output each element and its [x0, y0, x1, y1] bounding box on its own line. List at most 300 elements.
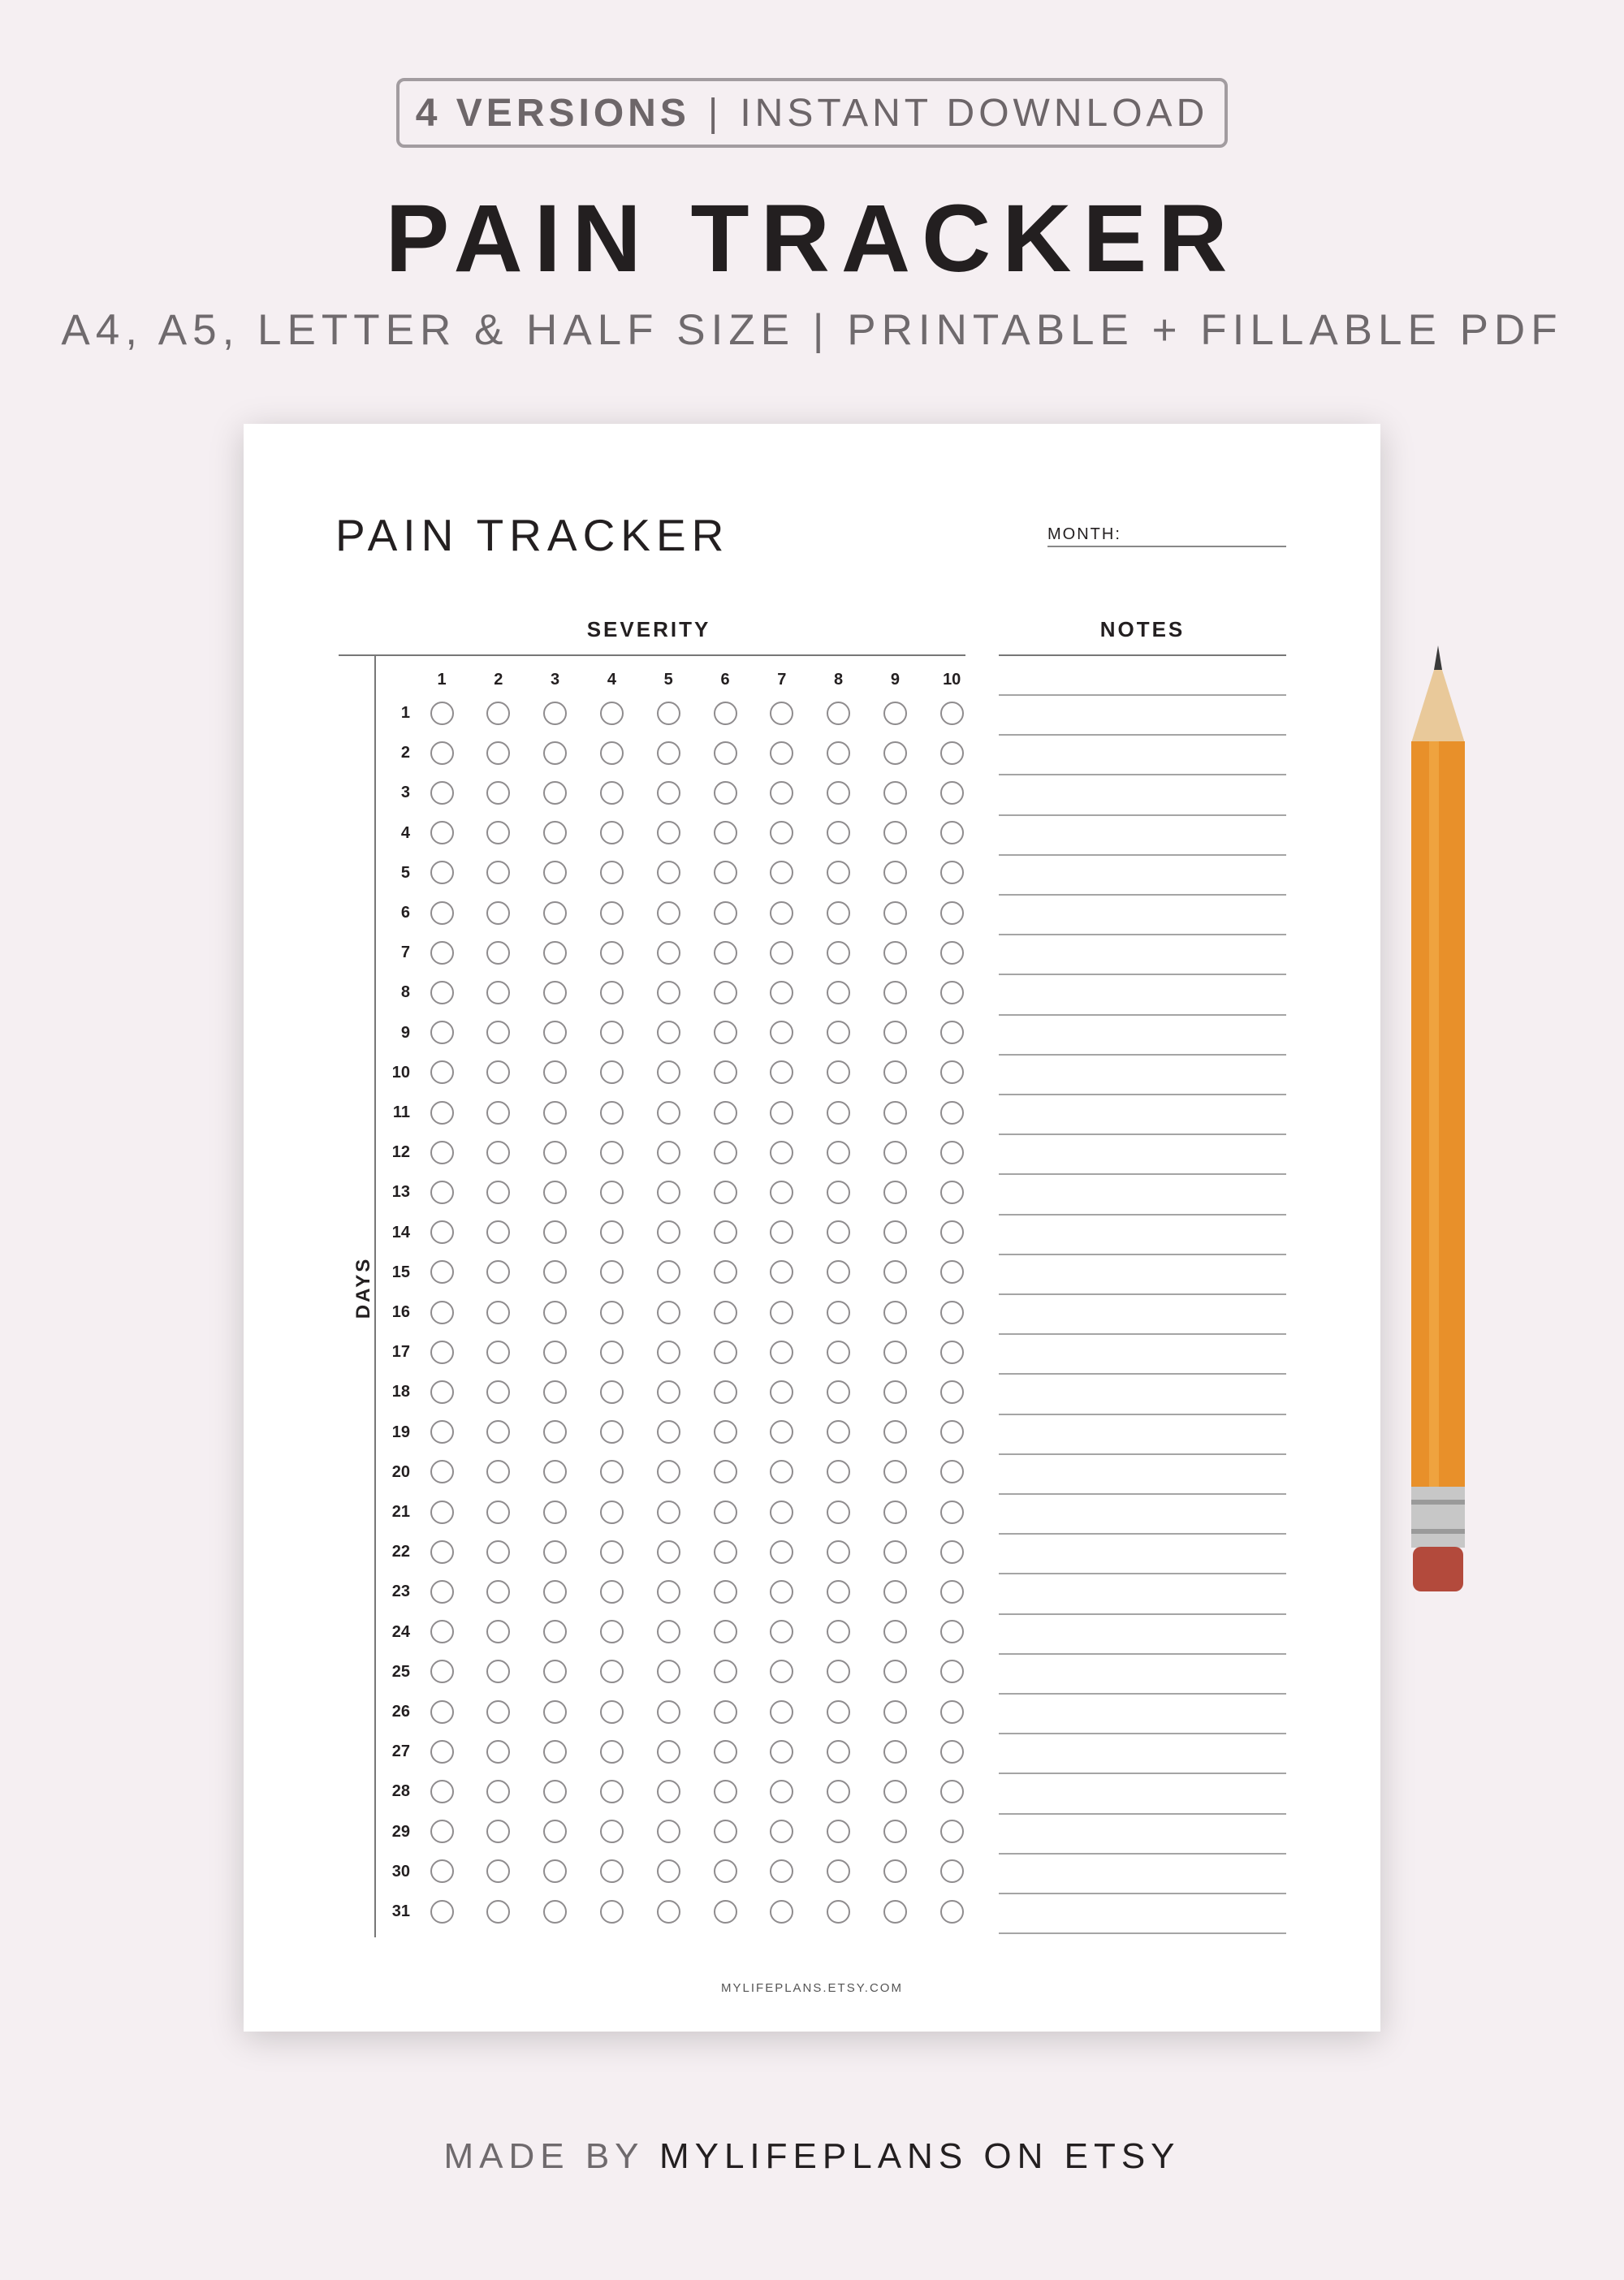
- severity-circle[interactable]: [430, 1900, 454, 1924]
- severity-circle[interactable]: [714, 1141, 737, 1164]
- severity-circle[interactable]: [600, 1700, 624, 1724]
- severity-circle[interactable]: [827, 1021, 850, 1044]
- severity-circle[interactable]: [714, 1859, 737, 1883]
- severity-circle[interactable]: [486, 1420, 510, 1444]
- severity-circle[interactable]: [486, 781, 510, 805]
- severity-circle[interactable]: [827, 901, 850, 925]
- severity-circle[interactable]: [600, 1181, 624, 1204]
- severity-circle[interactable]: [430, 1700, 454, 1724]
- severity-circle[interactable]: [714, 1301, 737, 1324]
- severity-circle[interactable]: [770, 702, 793, 725]
- severity-circle[interactable]: [883, 861, 907, 884]
- note-line[interactable]: [999, 1094, 1286, 1095]
- severity-circle[interactable]: [543, 1780, 567, 1803]
- severity-circle[interactable]: [770, 1060, 793, 1084]
- severity-circle[interactable]: [657, 741, 680, 765]
- severity-circle[interactable]: [883, 1260, 907, 1284]
- severity-circle[interactable]: [600, 1101, 624, 1125]
- severity-circle[interactable]: [940, 1660, 964, 1683]
- note-line[interactable]: [999, 1054, 1286, 1056]
- note-line[interactable]: [999, 1733, 1286, 1734]
- severity-circle[interactable]: [486, 1820, 510, 1843]
- severity-circle[interactable]: [770, 1021, 793, 1044]
- severity-circle[interactable]: [827, 1380, 850, 1404]
- severity-circle[interactable]: [770, 1580, 793, 1604]
- severity-circle[interactable]: [486, 741, 510, 765]
- severity-circle[interactable]: [430, 1341, 454, 1364]
- severity-circle[interactable]: [543, 1101, 567, 1125]
- severity-circle[interactable]: [657, 821, 680, 844]
- note-line[interactable]: [999, 1134, 1286, 1135]
- severity-circle[interactable]: [543, 1301, 567, 1324]
- severity-circle[interactable]: [883, 1420, 907, 1444]
- severity-circle[interactable]: [770, 1740, 793, 1764]
- severity-circle[interactable]: [600, 1501, 624, 1524]
- severity-circle[interactable]: [940, 901, 964, 925]
- severity-circle[interactable]: [883, 941, 907, 965]
- severity-circle[interactable]: [827, 941, 850, 965]
- severity-circle[interactable]: [543, 1820, 567, 1843]
- severity-circle[interactable]: [600, 941, 624, 965]
- severity-circle[interactable]: [600, 1021, 624, 1044]
- severity-circle[interactable]: [770, 821, 793, 844]
- severity-circle[interactable]: [430, 1780, 454, 1803]
- severity-circle[interactable]: [430, 901, 454, 925]
- severity-circle[interactable]: [940, 1060, 964, 1084]
- severity-circle[interactable]: [770, 1700, 793, 1724]
- severity-circle[interactable]: [657, 901, 680, 925]
- severity-circle[interactable]: [486, 941, 510, 965]
- severity-circle[interactable]: [543, 1540, 567, 1564]
- severity-circle[interactable]: [770, 1780, 793, 1803]
- severity-circle[interactable]: [543, 1620, 567, 1643]
- severity-circle[interactable]: [827, 1141, 850, 1164]
- severity-circle[interactable]: [543, 781, 567, 805]
- severity-circle[interactable]: [430, 1380, 454, 1404]
- severity-circle[interactable]: [430, 741, 454, 765]
- severity-circle[interactable]: [827, 1260, 850, 1284]
- severity-circle[interactable]: [714, 1460, 737, 1483]
- severity-circle[interactable]: [940, 1460, 964, 1483]
- severity-circle[interactable]: [657, 1301, 680, 1324]
- severity-circle[interactable]: [770, 1859, 793, 1883]
- severity-circle[interactable]: [940, 1820, 964, 1843]
- severity-circle[interactable]: [657, 941, 680, 965]
- severity-circle[interactable]: [714, 1900, 737, 1924]
- severity-circle[interactable]: [486, 1540, 510, 1564]
- severity-circle[interactable]: [940, 1380, 964, 1404]
- severity-circle[interactable]: [657, 1181, 680, 1204]
- severity-circle[interactable]: [657, 781, 680, 805]
- note-line[interactable]: [999, 974, 1286, 975]
- severity-circle[interactable]: [486, 1460, 510, 1483]
- severity-circle[interactable]: [827, 1460, 850, 1483]
- severity-circle[interactable]: [543, 741, 567, 765]
- severity-circle[interactable]: [543, 1420, 567, 1444]
- severity-circle[interactable]: [940, 1620, 964, 1643]
- note-line[interactable]: [999, 734, 1286, 736]
- severity-circle[interactable]: [657, 1101, 680, 1125]
- severity-circle[interactable]: [883, 1580, 907, 1604]
- severity-circle[interactable]: [600, 1540, 624, 1564]
- severity-circle[interactable]: [714, 981, 737, 1004]
- severity-circle[interactable]: [657, 702, 680, 725]
- severity-circle[interactable]: [486, 1580, 510, 1604]
- severity-circle[interactable]: [600, 1660, 624, 1683]
- severity-circle[interactable]: [543, 1181, 567, 1204]
- severity-circle[interactable]: [714, 1780, 737, 1803]
- severity-circle[interactable]: [770, 1501, 793, 1524]
- severity-circle[interactable]: [600, 821, 624, 844]
- severity-circle[interactable]: [657, 1700, 680, 1724]
- severity-circle[interactable]: [714, 1540, 737, 1564]
- severity-circle[interactable]: [600, 1341, 624, 1364]
- severity-circle[interactable]: [657, 1580, 680, 1604]
- severity-circle[interactable]: [657, 1660, 680, 1683]
- severity-circle[interactable]: [430, 1181, 454, 1204]
- severity-circle[interactable]: [430, 1820, 454, 1843]
- severity-circle[interactable]: [543, 702, 567, 725]
- severity-circle[interactable]: [827, 1420, 850, 1444]
- severity-circle[interactable]: [770, 1341, 793, 1364]
- severity-circle[interactable]: [430, 861, 454, 884]
- severity-circle[interactable]: [883, 1181, 907, 1204]
- severity-circle[interactable]: [714, 1620, 737, 1643]
- severity-circle[interactable]: [714, 741, 737, 765]
- severity-circle[interactable]: [714, 1181, 737, 1204]
- severity-circle[interactable]: [770, 1540, 793, 1564]
- note-line[interactable]: [999, 1493, 1286, 1495]
- note-line[interactable]: [999, 1414, 1286, 1415]
- severity-circle[interactable]: [883, 1141, 907, 1164]
- note-line[interactable]: [999, 1333, 1286, 1335]
- severity-circle[interactable]: [430, 1141, 454, 1164]
- severity-circle[interactable]: [827, 821, 850, 844]
- severity-circle[interactable]: [827, 1501, 850, 1524]
- severity-circle[interactable]: [600, 1820, 624, 1843]
- severity-circle[interactable]: [714, 1660, 737, 1683]
- severity-circle[interactable]: [827, 1700, 850, 1724]
- severity-circle[interactable]: [714, 702, 737, 725]
- severity-circle[interactable]: [940, 1260, 964, 1284]
- severity-circle[interactable]: [543, 861, 567, 884]
- severity-circle[interactable]: [430, 1021, 454, 1044]
- severity-circle[interactable]: [430, 1620, 454, 1643]
- severity-circle[interactable]: [600, 741, 624, 765]
- month-field-line[interactable]: [1047, 546, 1286, 547]
- severity-circle[interactable]: [430, 1660, 454, 1683]
- severity-circle[interactable]: [770, 901, 793, 925]
- note-line[interactable]: [999, 1573, 1286, 1574]
- severity-circle[interactable]: [543, 1700, 567, 1724]
- severity-circle[interactable]: [543, 1260, 567, 1284]
- severity-circle[interactable]: [940, 1021, 964, 1044]
- severity-circle[interactable]: [600, 861, 624, 884]
- severity-circle[interactable]: [657, 1460, 680, 1483]
- severity-circle[interactable]: [883, 1700, 907, 1724]
- severity-circle[interactable]: [657, 1220, 680, 1244]
- severity-circle[interactable]: [883, 1820, 907, 1843]
- note-line[interactable]: [999, 1813, 1286, 1815]
- severity-circle[interactable]: [430, 1220, 454, 1244]
- severity-circle[interactable]: [657, 981, 680, 1004]
- severity-circle[interactable]: [657, 1620, 680, 1643]
- severity-circle[interactable]: [940, 1900, 964, 1924]
- severity-circle[interactable]: [770, 1301, 793, 1324]
- severity-circle[interactable]: [940, 1859, 964, 1883]
- severity-circle[interactable]: [714, 1700, 737, 1724]
- severity-circle[interactable]: [714, 1501, 737, 1524]
- severity-circle[interactable]: [486, 1021, 510, 1044]
- severity-circle[interactable]: [714, 1101, 737, 1125]
- severity-circle[interactable]: [486, 1060, 510, 1084]
- severity-circle[interactable]: [883, 1021, 907, 1044]
- severity-circle[interactable]: [657, 1060, 680, 1084]
- severity-circle[interactable]: [770, 1141, 793, 1164]
- severity-circle[interactable]: [543, 941, 567, 965]
- severity-circle[interactable]: [486, 1220, 510, 1244]
- severity-circle[interactable]: [827, 781, 850, 805]
- severity-circle[interactable]: [827, 1540, 850, 1564]
- severity-circle[interactable]: [543, 1380, 567, 1404]
- severity-circle[interactable]: [486, 821, 510, 844]
- severity-circle[interactable]: [827, 1341, 850, 1364]
- severity-circle[interactable]: [883, 1859, 907, 1883]
- severity-circle[interactable]: [827, 1900, 850, 1924]
- severity-circle[interactable]: [543, 1501, 567, 1524]
- severity-circle[interactable]: [940, 1301, 964, 1324]
- severity-circle[interactable]: [600, 1260, 624, 1284]
- severity-circle[interactable]: [430, 1859, 454, 1883]
- severity-circle[interactable]: [486, 1740, 510, 1764]
- severity-circle[interactable]: [940, 1101, 964, 1125]
- note-line[interactable]: [999, 1693, 1286, 1695]
- severity-circle[interactable]: [600, 1740, 624, 1764]
- severity-circle[interactable]: [657, 1900, 680, 1924]
- severity-circle[interactable]: [940, 741, 964, 765]
- severity-circle[interactable]: [600, 1220, 624, 1244]
- severity-circle[interactable]: [940, 1580, 964, 1604]
- severity-circle[interactable]: [486, 1700, 510, 1724]
- severity-circle[interactable]: [883, 1301, 907, 1324]
- severity-circle[interactable]: [883, 702, 907, 725]
- severity-circle[interactable]: [940, 781, 964, 805]
- severity-circle[interactable]: [940, 1420, 964, 1444]
- severity-circle[interactable]: [600, 1780, 624, 1803]
- severity-circle[interactable]: [827, 1859, 850, 1883]
- severity-circle[interactable]: [714, 1060, 737, 1084]
- note-line[interactable]: [999, 1773, 1286, 1774]
- severity-circle[interactable]: [940, 1141, 964, 1164]
- severity-circle[interactable]: [883, 781, 907, 805]
- severity-circle[interactable]: [543, 1580, 567, 1604]
- severity-circle[interactable]: [657, 1859, 680, 1883]
- severity-circle[interactable]: [486, 1380, 510, 1404]
- severity-circle[interactable]: [714, 1260, 737, 1284]
- severity-circle[interactable]: [714, 941, 737, 965]
- note-line[interactable]: [999, 1254, 1286, 1255]
- severity-circle[interactable]: [600, 1460, 624, 1483]
- severity-circle[interactable]: [430, 1301, 454, 1324]
- severity-circle[interactable]: [430, 981, 454, 1004]
- severity-circle[interactable]: [543, 1341, 567, 1364]
- note-line[interactable]: [999, 1214, 1286, 1216]
- severity-circle[interactable]: [883, 1540, 907, 1564]
- severity-circle[interactable]: [430, 1580, 454, 1604]
- severity-circle[interactable]: [940, 1501, 964, 1524]
- severity-circle[interactable]: [714, 781, 737, 805]
- severity-circle[interactable]: [486, 1620, 510, 1643]
- severity-circle[interactable]: [657, 1820, 680, 1843]
- severity-circle[interactable]: [940, 1740, 964, 1764]
- severity-circle[interactable]: [543, 1460, 567, 1483]
- severity-circle[interactable]: [770, 941, 793, 965]
- severity-circle[interactable]: [600, 1141, 624, 1164]
- note-line[interactable]: [999, 1173, 1286, 1175]
- severity-circle[interactable]: [940, 981, 964, 1004]
- severity-circle[interactable]: [770, 741, 793, 765]
- severity-circle[interactable]: [883, 1620, 907, 1643]
- severity-circle[interactable]: [770, 1101, 793, 1125]
- severity-circle[interactable]: [486, 1101, 510, 1125]
- severity-circle[interactable]: [486, 1859, 510, 1883]
- note-line[interactable]: [999, 1653, 1286, 1655]
- severity-circle[interactable]: [543, 1141, 567, 1164]
- severity-circle[interactable]: [770, 1380, 793, 1404]
- severity-circle[interactable]: [657, 1380, 680, 1404]
- note-line[interactable]: [999, 774, 1286, 775]
- severity-circle[interactable]: [486, 981, 510, 1004]
- severity-circle[interactable]: [940, 1220, 964, 1244]
- severity-circle[interactable]: [714, 861, 737, 884]
- severity-circle[interactable]: [940, 702, 964, 725]
- severity-circle[interactable]: [543, 821, 567, 844]
- severity-circle[interactable]: [883, 1740, 907, 1764]
- severity-circle[interactable]: [486, 1141, 510, 1164]
- severity-circle[interactable]: [600, 981, 624, 1004]
- severity-circle[interactable]: [657, 1780, 680, 1803]
- severity-circle[interactable]: [600, 1620, 624, 1643]
- severity-circle[interactable]: [486, 1260, 510, 1284]
- severity-circle[interactable]: [430, 1540, 454, 1564]
- severity-circle[interactable]: [827, 702, 850, 725]
- severity-circle[interactable]: [883, 741, 907, 765]
- severity-circle[interactable]: [430, 1101, 454, 1125]
- severity-circle[interactable]: [940, 861, 964, 884]
- severity-circle[interactable]: [827, 1580, 850, 1604]
- severity-circle[interactable]: [600, 1900, 624, 1924]
- severity-circle[interactable]: [486, 861, 510, 884]
- severity-circle[interactable]: [543, 1060, 567, 1084]
- severity-circle[interactable]: [543, 1021, 567, 1044]
- severity-circle[interactable]: [883, 1460, 907, 1483]
- severity-circle[interactable]: [600, 901, 624, 925]
- severity-circle[interactable]: [543, 1220, 567, 1244]
- severity-circle[interactable]: [827, 1181, 850, 1204]
- severity-circle[interactable]: [714, 1580, 737, 1604]
- severity-circle[interactable]: [657, 1341, 680, 1364]
- severity-circle[interactable]: [883, 1900, 907, 1924]
- severity-circle[interactable]: [600, 1301, 624, 1324]
- severity-circle[interactable]: [827, 1620, 850, 1643]
- note-line[interactable]: [999, 1613, 1286, 1615]
- severity-circle[interactable]: [430, 1420, 454, 1444]
- severity-circle[interactable]: [600, 1859, 624, 1883]
- severity-circle[interactable]: [770, 981, 793, 1004]
- severity-circle[interactable]: [600, 1420, 624, 1444]
- severity-circle[interactable]: [940, 821, 964, 844]
- severity-circle[interactable]: [770, 1260, 793, 1284]
- severity-circle[interactable]: [600, 1380, 624, 1404]
- severity-circle[interactable]: [883, 981, 907, 1004]
- severity-circle[interactable]: [883, 1780, 907, 1803]
- severity-circle[interactable]: [430, 941, 454, 965]
- note-line[interactable]: [999, 1373, 1286, 1375]
- note-line[interactable]: [999, 1853, 1286, 1855]
- severity-circle[interactable]: [486, 1660, 510, 1683]
- severity-circle[interactable]: [770, 781, 793, 805]
- severity-circle[interactable]: [657, 1141, 680, 1164]
- severity-circle[interactable]: [657, 1260, 680, 1284]
- severity-circle[interactable]: [430, 1260, 454, 1284]
- severity-circle[interactable]: [770, 1420, 793, 1444]
- severity-circle[interactable]: [543, 1859, 567, 1883]
- severity-circle[interactable]: [827, 1060, 850, 1084]
- severity-circle[interactable]: [827, 1660, 850, 1683]
- severity-circle[interactable]: [543, 1900, 567, 1924]
- severity-circle[interactable]: [827, 981, 850, 1004]
- severity-circle[interactable]: [486, 1301, 510, 1324]
- severity-circle[interactable]: [827, 1820, 850, 1843]
- severity-circle[interactable]: [827, 861, 850, 884]
- note-line[interactable]: [999, 814, 1286, 816]
- severity-circle[interactable]: [486, 1900, 510, 1924]
- severity-circle[interactable]: [486, 901, 510, 925]
- note-line[interactable]: [999, 894, 1286, 896]
- severity-circle[interactable]: [827, 1740, 850, 1764]
- severity-circle[interactable]: [883, 821, 907, 844]
- severity-circle[interactable]: [714, 1380, 737, 1404]
- severity-circle[interactable]: [714, 1820, 737, 1843]
- note-line[interactable]: [999, 1014, 1286, 1016]
- note-line[interactable]: [999, 1932, 1286, 1934]
- severity-circle[interactable]: [430, 702, 454, 725]
- severity-circle[interactable]: [883, 901, 907, 925]
- severity-circle[interactable]: [770, 1460, 793, 1483]
- severity-circle[interactable]: [940, 1181, 964, 1204]
- severity-circle[interactable]: [827, 1780, 850, 1803]
- note-line[interactable]: [999, 694, 1286, 696]
- note-line[interactable]: [999, 934, 1286, 935]
- severity-circle[interactable]: [714, 821, 737, 844]
- severity-circle[interactable]: [770, 1660, 793, 1683]
- severity-circle[interactable]: [770, 861, 793, 884]
- severity-circle[interactable]: [883, 1060, 907, 1084]
- severity-circle[interactable]: [486, 1780, 510, 1803]
- severity-circle[interactable]: [883, 1341, 907, 1364]
- severity-circle[interactable]: [883, 1101, 907, 1125]
- severity-circle[interactable]: [714, 1420, 737, 1444]
- severity-circle[interactable]: [714, 1341, 737, 1364]
- severity-circle[interactable]: [827, 1101, 850, 1125]
- severity-circle[interactable]: [883, 1501, 907, 1524]
- severity-circle[interactable]: [770, 1620, 793, 1643]
- severity-circle[interactable]: [657, 1420, 680, 1444]
- severity-circle[interactable]: [657, 1740, 680, 1764]
- severity-circle[interactable]: [770, 1220, 793, 1244]
- severity-circle[interactable]: [600, 702, 624, 725]
- severity-circle[interactable]: [600, 1580, 624, 1604]
